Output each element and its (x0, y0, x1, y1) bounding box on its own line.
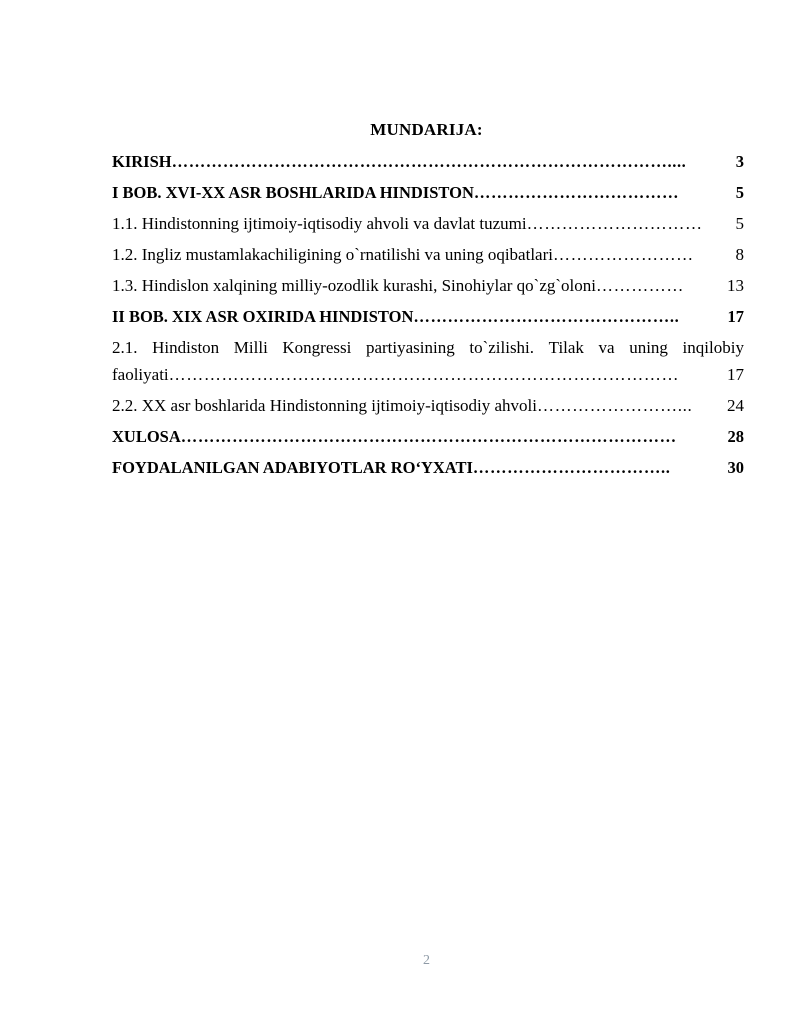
toc-entry-section-1-1[interactable] (112, 212, 744, 236)
toc-entry-text: faoliyati (112, 365, 169, 384)
toc-entry-text: 1.1. Hindistonning ijtimoiy-iqtisodiy ahvoli va davlat tuzumi (112, 214, 527, 233)
toc-entry-page: 30 (727, 458, 744, 477)
toc-word: uning (629, 338, 668, 357)
toc-entry-xulosa[interactable] (112, 425, 744, 449)
toc-word: partiyasining (365, 338, 455, 357)
toc-entry-section-1-3[interactable] (112, 274, 744, 298)
toc-entry-section-2-1-line1[interactable] (112, 336, 744, 360)
toc-word: inqilobiy (682, 338, 744, 357)
toc-entry-leader: …………………………………………………………………………… (180, 427, 677, 446)
toc-entry-text: 2.2. XX asr boshlarida Hindistonning ijtimoiy-iqtisodiy ahvoli (112, 396, 537, 415)
toc-entry-leader: …………………… (552, 245, 694, 264)
toc-entry-text: KIRISH (112, 152, 172, 171)
toc-entry-section-2-1-line2[interactable] (112, 363, 744, 387)
toc-entry-leader: …………………………….. (472, 458, 671, 477)
toc-entry-page: 17 (727, 365, 744, 384)
toc-entry-leader: ……………………... (536, 396, 693, 415)
toc-word: Kongressi (282, 338, 352, 357)
toc-entry-leader: ………………………… (526, 214, 703, 233)
page-number: 2 (423, 953, 430, 968)
toc-entry-leader: …………………………………………………………………………….... (171, 152, 687, 171)
toc-word: 2.1. (112, 338, 138, 357)
toc-entry-page: 24 (727, 396, 744, 415)
toc-entry-page: 28 (727, 427, 744, 446)
toc-entry-text: FOYDALANILGAN ADABIYOTLAR RO‘YXATI (112, 458, 473, 477)
toc-entry-leader: …………… (596, 276, 684, 295)
toc-entry-section-2-2[interactable] (112, 394, 744, 418)
toc-entry-chapter-2[interactable] (112, 305, 744, 329)
toc-word: Milli (233, 338, 268, 357)
toc-entry-text: XULOSA (112, 427, 181, 446)
toc-word: to`zilishi. (469, 338, 535, 357)
toc-entry-chapter-1[interactable] (112, 181, 744, 205)
toc-entry-page: 3 (735, 152, 744, 171)
table-of-contents (112, 150, 744, 487)
toc-entry-leader: …………………………………………………………………………… (168, 365, 680, 384)
toc-entry-section-1-2[interactable] (112, 243, 744, 267)
toc-entry-text: I BOB. XVI-XX ASR BOSHLARIDA HINDISTON (112, 183, 474, 202)
toc-entry-text: 1.3. Hindislon xalqining milliy-ozodlik kurashi, Sinohiylar qo`zg`oloni (112, 276, 596, 295)
toc-entry-leader: ……………………………………….. (413, 307, 680, 326)
toc-entry-page: 17 (727, 307, 744, 326)
toc-entry-leader: ……………………………… (473, 183, 680, 202)
toc-entry-page: 13 (727, 276, 744, 295)
toc-entry-page: 5 (735, 214, 744, 233)
toc-entry-text: 1.2. Ingliz mustamlakachiligining o`rnatilishi va uning oqibatlari (112, 245, 553, 264)
toc-word: Hindiston (152, 338, 220, 357)
toc-entry-kirish[interactable] (112, 150, 744, 174)
toc-title: MUNDARIJA: (370, 120, 483, 139)
toc-word: va (598, 338, 615, 357)
toc-entry-page: 5 (735, 183, 744, 202)
toc-entry-page: 8 (735, 245, 744, 264)
toc-entry-references[interactable] (112, 456, 744, 480)
toc-word: Tilak (548, 338, 584, 357)
toc-entry-text: II BOB. XIX ASR OXIRIDA HINDISTON (112, 307, 414, 326)
